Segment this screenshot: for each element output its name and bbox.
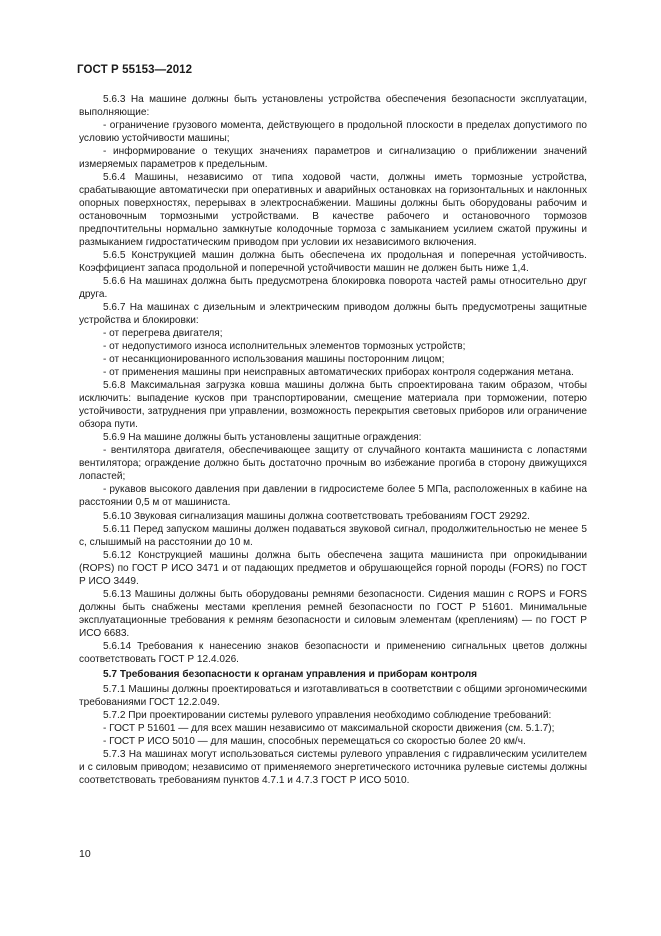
paragraph: 5.6.12 Конструкцией машины должна быть обеспечена защита машиниста при опрокидывании (ROPS) по ГОСТ Р ИСО 3471 и от падающих предметов и обрушающейся горной породы (FORS) по ГОСТ Р ИСО 3449. [79, 549, 587, 587]
paragraph: 5.7.2 При проектировании системы рулевого управления необходимо соблюдение требований: [103, 709, 552, 721]
paragraph: 5.6.13 Машины должны быть оборудованы ремнями безопасности. Сидения машин с ROPS и FORS должны быть снабжены местами крепления ремней безопасности по ГОСТ Р 51601. Минимальные эксплуатационные требования к ремням безопасности и силовым элементам (креплениям) — по ГОСТ Р ИСО 6683. [79, 588, 587, 639]
paragraph: 5.6.8 Максимальная загрузка ковша машины должна быть спроектирована таким образом, чтобы исключить: выпадение кусков при транспортировании, смещение материала при торможении, потерю устойчивости, затруднения при управлении, возможность перекрытия световых приборов или ограничение обзора пути. [79, 380, 587, 431]
document-header: ГОСТ Р 55153—2012 [77, 64, 193, 76]
paragraph: - от перегрева двигателя; [103, 328, 223, 340]
paragraph: - рукавов высокого давления при давлении в гидросистеме более 5 МПа, расположенных в кабине на расстоянии 0,5 м от машиниста. [79, 484, 587, 509]
paragraph: - информирование о текущих значениях параметров и сигнализацию о приближении значений измеряемых параметров к предельным. [79, 146, 587, 171]
paragraph: - от недопустимого износа исполнительных элементов тормозных устройств; [103, 341, 466, 353]
paragraph: 5.6.11 Перед запуском машины должен подаваться звуковой сигнал, продолжительностью не менее 5 с, слышимый на расстоянии до 10 м. [79, 523, 587, 548]
paragraph: - от применения машины при неисправных автоматических приборах контроля содержания метана. [103, 367, 574, 379]
paragraph: - вентилятора двигателя, обеспечивающее защиту от случайного контакта машиниста с лопастями вентилятора; ограждение должно быть достаточно прочным во избежание прогиба в сторону движущихся лопастей; [79, 445, 587, 483]
paragraph: 5.6.3 На машине должны быть установлены устройства обеспечения безопасности эксплуатации, выполняющие: [79, 94, 587, 119]
page-number: 10 [79, 848, 91, 860]
paragraph: - ГОСТ Р 51601 — для всех машин независимо от максимальной скорости движения (см. 5.1.7); [103, 722, 555, 734]
paragraph: 5.7.3 На машинах могут использоваться системы рулевого управления с гидравлическим усилителем и с силовым приводом; независимо от применяемого энергетического источника рулевые системы должны соответствовать требованиям пунктов 4.7.1 и 4.7.3 ГОСТ Р ИСО 5010. [79, 748, 587, 786]
paragraph: 5.6.7 На машинах с дизельным и электрическим приводом должны быть предусмотрены защитные устройства и блокировки: [79, 302, 587, 327]
paragraph: 5.6.9 На машине должны быть установлены защитные ограждения: [103, 432, 422, 444]
paragraph: 5.6.10 Звуковая сигнализация машины должна соответствовать требованиям ГОСТ 29292. [103, 510, 530, 522]
paragraph: - от несанкционированного использования машины посторонним лицом; [103, 354, 445, 366]
paragraph: - ГОСТ Р ИСО 5010 — для машин, способных перемещаться со скоростью более 20 км/ч. [103, 735, 526, 747]
section-title: 5.7 Требования безопасности к органам управления и приборам контроля [103, 668, 478, 680]
paragraph: - ограничение грузового момента, действующего в продольной плоскости в пределах допустимого по условию устойчивости машины; [79, 120, 587, 145]
paragraph: 5.6.14 Требования к нанесению знаков безопасности и применению сигнальных цветов должны соответствовать ГОСТ Р 12.4.026. [79, 640, 587, 665]
document-body [79, 93, 587, 787]
paragraph: 5.6.5 Конструкцией машин должна быть обеспечена их продольная и поперечная устойчивость. Коэффициент запаса продольной и поперечной устойчивости машин не должен быть ниже 1,4. [79, 250, 587, 275]
paragraph: 5.6.6 На машинах должна быть предусмотрена блокировка поворота частей рамы относительно друг друга. [79, 276, 587, 301]
paragraph: 5.6.4 Машины, независимо от типа ходовой части, должны иметь тормозные устройства, срабатывающие автоматически при оперативных и аварийных остановках на горизонтальных и наклонных опорных поверхностях, перерывах в электроснабжении. Машины должны быть оборудованы рабочим и остановочным тормозными устройствами. В качестве рабочего и остановочного тормозов предпочтительны нормально замкнутые колодочные тормоза с замыканием усилием сжатой пружины и размыканием гидростатическим приводом при условии их независимого включения. [79, 172, 587, 249]
paragraph: 5.7.1 Машины должны проектироваться и изготавливаться в соответствии с общими эргономическими требованиями ГОСТ 12.2.049. [79, 683, 587, 708]
